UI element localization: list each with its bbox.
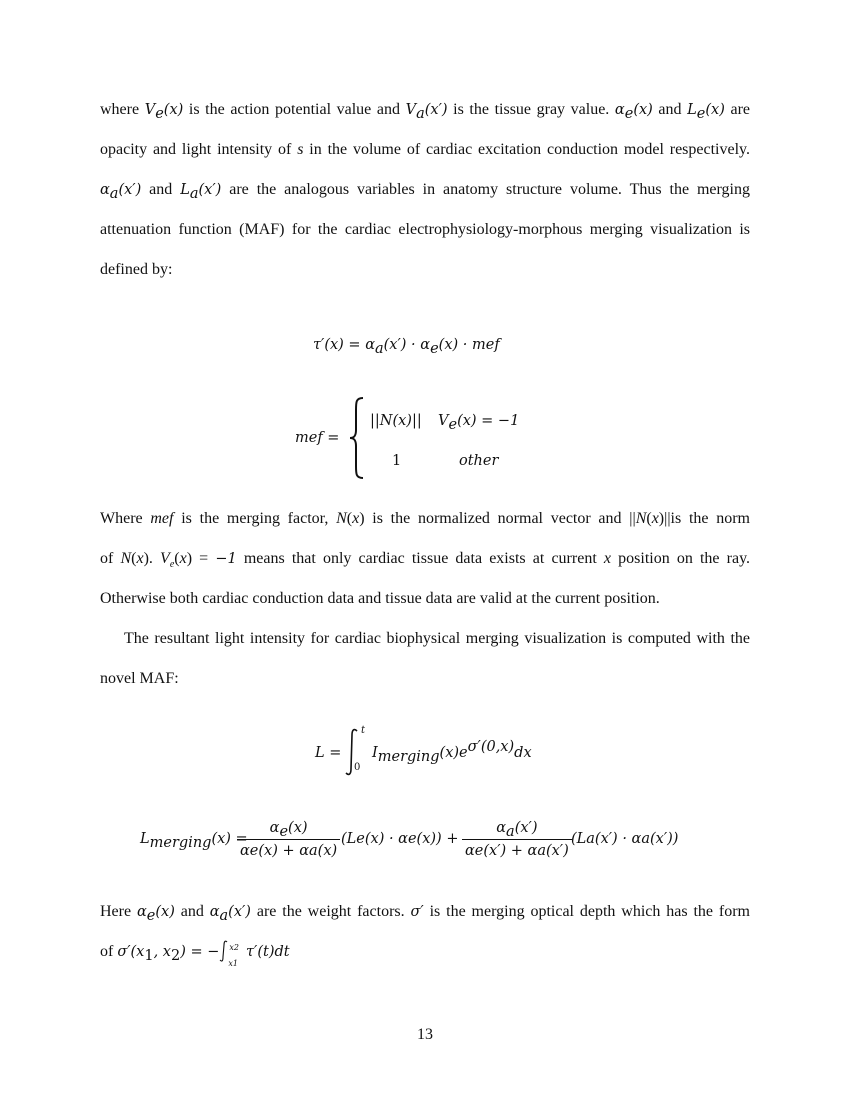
- fraction-1-numerator: $\alpha_e(x)$: [237, 818, 340, 840]
- p1-line-4: attenuation function (MAF) for the cardiac electrophysiology-morphous merging visualization is: [100, 221, 750, 238]
- p1-line-3: $\alpha_a(x')$ and $L_a(x')$ are the analogous variables in anatomy structure volume. Thus the merging: [100, 181, 751, 203]
- integrand: $I_{merging}(x)e^{\sigma'(0,x)}dx$: [372, 739, 532, 765]
- inline-integral: x2 x1: [219, 940, 241, 960]
- case-1-condition: $V_e(x) = -1$: [438, 413, 520, 433]
- term-2: (La(x′) · αa(x′)): [571, 831, 679, 847]
- equation-tau-prime: $\tau'(x) = \alpha_a(x') \cdot \alpha_e(x)$ · mef: [313, 337, 500, 357]
- equation-L-merging-lhs: $L_{merging}(x)$ =: [140, 831, 248, 851]
- case-2-value: 1: [392, 453, 402, 469]
- integral-lower-limit: 0: [354, 762, 361, 773]
- paragraph-1: [100, 90, 750, 290]
- p4-line-2: of $\sigma'(x_1$, $x_2$) = − x2 x1 τ′(t)dt: [100, 932, 750, 972]
- fraction-2-numerator: $\alpha_a(x')$: [462, 818, 572, 840]
- paragraph-3: [100, 619, 750, 699]
- curly-brace-icon: [348, 396, 366, 480]
- p1-line-5: defined by:: [100, 261, 173, 278]
- p3-line-1: The resultant light intensity for cardiac biophysical merging visualization is computed with the: [124, 630, 750, 647]
- case-1-value: ||N(x)||: [370, 413, 422, 429]
- p1-line-1: where $V_e(x)$ is the action potential value and $V_a(x')$ is the tissue gray value. $\alpha_e(x)$ and $L_e(x)$ are: [100, 101, 751, 123]
- p3-line-2: novel MAF:: [100, 670, 179, 687]
- fraction-2: [462, 818, 572, 859]
- p2-line-3: Otherwise both cardiac conduction data and tissue data are valid at the current position.: [100, 590, 660, 607]
- fraction-1-denominator: αe(x) + αa(x): [240, 843, 338, 859]
- p4-line-1: Here $\alpha_e(x)$ and $\alpha_a(x')$ are the weight factors. σ′ is the merging optical depth which has the form: [100, 903, 750, 925]
- fraction-1: [237, 818, 340, 859]
- equation-L-lhs: L =: [315, 745, 342, 761]
- paragraph-4: [100, 892, 750, 972]
- term-1: (Le(x) · αe(x)) +: [341, 831, 459, 847]
- p2-line-2: of N(x). $V_e(x) = -1$ means that only cardiac tissue data exists at current x position on the ray.: [100, 550, 751, 571]
- page-number: 13: [417, 1026, 433, 1043]
- integral-upper-limit: t: [361, 725, 366, 736]
- p2-line-1: Where mef is the merging factor, N(x) is the normalized normal vector and ||N(x)||is the norm: [100, 510, 750, 527]
- fraction-2-denominator: αe(x′) + αa(x′): [465, 843, 569, 859]
- p1-line-2: opacity and light intensity of s in the volume of cardiac excitation conduction model respectively.: [100, 141, 751, 158]
- equation-mef-lhs: mef =: [295, 430, 340, 446]
- case-2-condition: other: [459, 453, 499, 469]
- paragraph-2: [100, 499, 750, 619]
